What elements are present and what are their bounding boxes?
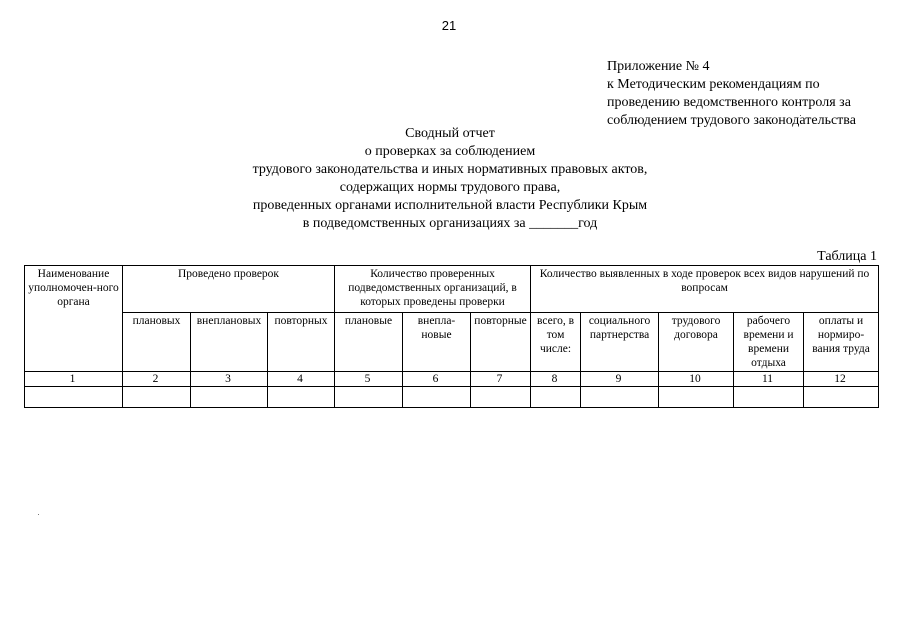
table-cell — [268, 387, 335, 408]
title-line: о проверках за соблюдением — [364, 144, 536, 159]
appendix-line: к Методическим рекомендациям по — [607, 77, 820, 92]
column-number: 1 — [25, 372, 123, 387]
table-cell — [804, 387, 879, 408]
table-cell — [471, 387, 531, 408]
table-cell — [581, 387, 659, 408]
subheader-planned-orgs: плановые — [335, 313, 403, 372]
report-title — [200, 125, 700, 233]
column-number: 2 — [123, 372, 191, 387]
page-number: 21 — [441, 18, 457, 33]
column-number: 10 — [659, 372, 734, 387]
header-checks-conducted: Проведено проверок — [123, 266, 335, 313]
table-label: Таблица 1 — [817, 249, 877, 264]
subheader-repeat: повторных — [268, 313, 335, 372]
appendix-block — [607, 58, 856, 130]
appendix-line: проведению ведомственного контроля за — [607, 95, 851, 110]
column-number: 11 — [734, 372, 804, 387]
header-org-name: Наименование уполномочен-ного органа — [25, 266, 123, 372]
subheader-work-time: рабочего времени и времени отдыха — [734, 313, 804, 372]
subheader-total: всего, в том числе: — [531, 313, 581, 372]
column-number: 5 — [335, 372, 403, 387]
table-cell — [335, 387, 403, 408]
subheader-social-partnership: социального партнерства — [581, 313, 659, 372]
subheader-pay: оплаты и нормиро-вания труда — [804, 313, 879, 372]
table-cell — [659, 387, 734, 408]
column-number: 8 — [531, 372, 581, 387]
table-cell — [734, 387, 804, 408]
subheader-labor-contract: трудового договора — [659, 313, 734, 372]
table-cell — [25, 387, 123, 408]
header-orgs-checked: Количество проверенных подведомственных организаций, в которых проведены проверки — [335, 266, 531, 313]
appendix-line: Приложение № 4 — [607, 59, 710, 74]
title-line: в подведомственных организациях за _______год — [302, 216, 598, 231]
title-line: Сводный отчет — [405, 126, 495, 141]
appendix-line: соблюдением трудового законодательства — [607, 113, 856, 128]
table-cell — [123, 387, 191, 408]
scan-speck — [38, 514, 39, 515]
column-number: 9 — [581, 372, 659, 387]
table-cell — [531, 387, 581, 408]
column-number: 12 — [804, 372, 879, 387]
column-number: 6 — [403, 372, 471, 387]
table-row — [25, 387, 879, 408]
column-number: 7 — [471, 372, 531, 387]
subheader-repeat-orgs: повторные — [471, 313, 531, 372]
table-cell — [191, 387, 268, 408]
title-line: проведенных органами исполнительной власти Республики Крым — [252, 198, 648, 213]
title-line: содержащих нормы трудового права, — [339, 180, 561, 195]
column-number: 3 — [191, 372, 268, 387]
subheader-unplanned: внеплановых — [191, 313, 268, 372]
table-cell — [403, 387, 471, 408]
header-violations: Количество выявленных в ходе проверок всех видов нарушений по вопросам — [531, 266, 879, 313]
report-table — [24, 265, 879, 408]
subheader-unplanned-orgs: внепла-новые — [403, 313, 471, 372]
title-line: трудового законодательства и иных нормативных правовых актов, — [252, 162, 648, 177]
column-number: 4 — [268, 372, 335, 387]
subheader-planned: плановых — [123, 313, 191, 372]
